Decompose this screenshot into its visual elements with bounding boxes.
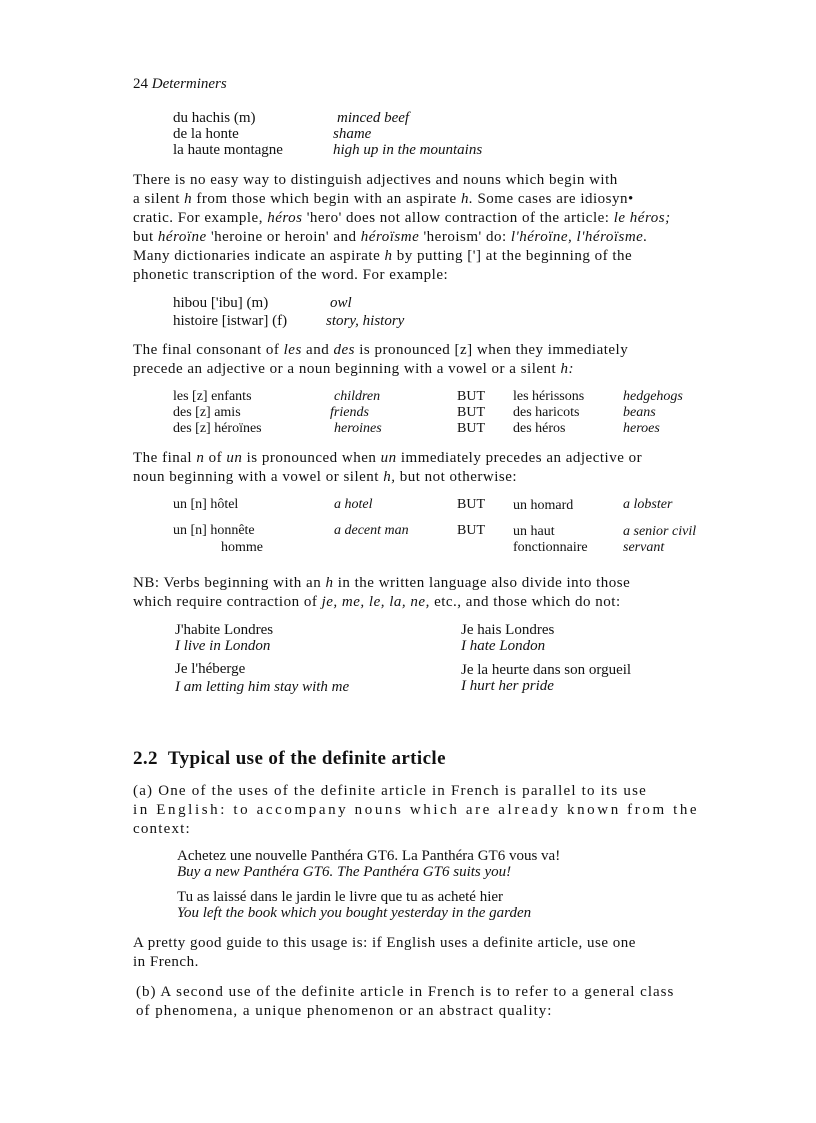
example-english: Buy a new Panthéra GT6. The Panthéra GT6 suits you! [177,864,512,880]
page-number: 24 [133,76,148,92]
example-french: Je la heurte dans son orgueil [461,662,632,678]
table-cell-english: a hotel [334,497,373,512]
table-cell-english: friends [330,405,369,420]
table-cell-french: des [z] héroïnes [173,421,262,436]
table-cell-but: BUT [457,421,485,436]
table-cell-french: les hérissons [513,389,585,404]
text-line: which require contraction of je, me, le, la, ne, etc., and those which do not: [133,594,621,610]
example-english: I am letting him stay with me [175,679,350,695]
text-line: Many dictionaries indicate an aspirate h by putting ['] at the beginning of the [133,248,633,264]
table-cell-english: children [334,389,381,404]
table-cell-french: des héros [513,421,566,436]
table-cell-french: un [n] hôtel [173,497,239,512]
table-cell-english: heroes [623,421,660,436]
text-line: The final n of un is pronounced when un immediately precedes an adjective or [133,450,643,466]
text-line: but héroïne 'heroine or heroin' and héroïsme 'heroism' do: l'héroïne, l'héroïsme. [133,229,648,245]
vocab-english: high up in the mountains [333,142,483,158]
text-line: a silent h from those which begin with an aspirate h. Some cases are idiosyn• [133,191,634,207]
text-line: of phenomena, a unique phenomenon or an abstract quality: [136,1003,553,1019]
running-title: Determiners [151,76,227,92]
paragraph-guide [133,934,734,972]
text-line: precede an adjective or a noun beginning with a vowel or a silent h: [133,361,574,377]
table-cell-french-continued: fonctionnaire [513,540,588,555]
text-line: in English: to accompany nouns which are already known from the [133,802,700,818]
vocab-item [173,110,255,127]
running-header [133,76,227,93]
example-english: I live in London [175,638,271,654]
table-cell-french: un [n] honnête [173,523,255,538]
table-cell-english: a senior civil [623,524,697,539]
vocab-french: histoire [istwar] (f) [173,313,288,329]
table-cell-english: a lobster [623,497,673,512]
text-line: context: [133,821,191,837]
example-french: J'habite Londres [175,622,274,638]
paragraph-use-a [133,782,734,839]
example-english: I hurt her pride [461,678,554,694]
text-line: (a) One of the uses of the definite article in French is parallel to its use [133,783,647,799]
text-line: The final consonant of les and des is pronounced [z] when they immediately [133,342,629,358]
example-english: You left the book which you bought yesterday in the garden [177,905,532,921]
text-line: (b) A second use of the definite article in French is to refer to a general class [136,984,675,1000]
vocab-english: minced beef [337,110,410,126]
text-line: in French. [133,954,199,970]
text-line: A pretty good guide to this usage is: if English uses a definite article, use one [133,935,636,951]
table-cell-french-continued: homme [221,540,263,555]
text-line: phonetic transcription of the word. For example: [133,267,449,283]
example-french: Je l'héberge [175,661,246,677]
section-number: 2.2 [133,748,158,769]
table-cell-english: beans [623,405,656,420]
paragraph-use-b [136,983,737,1021]
table-cell-french: les [z] enfants [173,389,252,404]
table-cell-french: un haut [513,524,555,539]
vocab-french: du hachis (m) [173,110,256,126]
vocab-french: la haute montagne [173,142,283,158]
example-english: I hate London [461,638,546,654]
text-line: cratic. For example, héros 'hero' does not allow contraction of the article: le héros; [133,210,671,226]
paragraph-nb-verbs [133,574,734,612]
table-cell-but: BUT [457,405,485,420]
paragraph-un [133,449,734,487]
table-cell-english: heroines [334,421,382,436]
vocab-french: hibou ['ibu] (m) [173,295,269,311]
table-cell-english: hedgehogs [623,389,683,404]
vocab-english: story, history [326,313,405,329]
section-title: Typical use of the definite article [167,748,446,769]
vocab-english: owl [330,295,352,311]
table-cell-french: des haricots [513,405,580,420]
text-line: noun beginning with a vowel or silent h, but not otherwise: [133,469,518,485]
paragraph-aspirate-h [133,171,734,285]
example-french: Achetez une nouvelle Panthéra GT6. La Panthéra GT6 vous va! [177,848,561,864]
table-cell-english: a decent man [334,523,409,538]
table-cell-but: BUT [457,523,485,538]
table-cell-french: des [z] amis [173,405,241,420]
table-cell-english-continued: servant [623,540,665,555]
vocab-french: de la honte [173,126,239,142]
table-cell-but: BUT [457,389,485,404]
paragraph-les-des [133,341,734,379]
table-cell-french: un homard [513,498,574,513]
text-line: There is no easy way to distinguish adjectives and nouns which begin with [133,172,618,188]
text-line: NB: Verbs beginning with an h in the written language also divide into those [133,575,631,591]
section-heading [133,748,446,770]
example-french: Tu as laissé dans le jardin le livre que tu as acheté hier [177,889,504,905]
vocab-english: shame [333,126,372,142]
table-cell-but: BUT [457,497,485,512]
example-french: Je hais Londres [461,622,555,638]
